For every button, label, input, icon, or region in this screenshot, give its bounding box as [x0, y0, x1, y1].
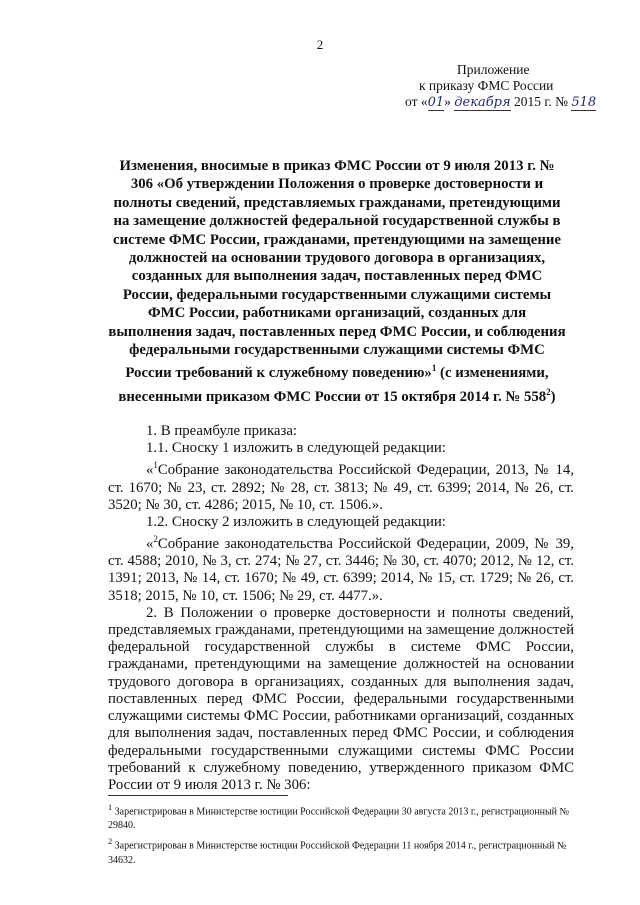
footnote-1-text: Собрание законодательства Российской Федерации, 2013, № 14, ст. 1670; № 23, ст. 2892; № 28, ст. 3813; № 49, ст. 6399; 2014, № 26, ст. 3520; № 30, ст. 4286; 2015, № 10, ст. 1506.».	[108, 462, 574, 513]
handwritten-day: 01	[427, 95, 445, 110]
title-footnote-ref-1: 1	[431, 363, 437, 374]
document-body	[108, 423, 574, 794]
page-number: 2	[316, 37, 324, 52]
handwritten-order-number: 518	[571, 95, 597, 110]
footnote-2-text: Собрание законодательства Российской Федерации, 2009, № 39, ст. 4588; 2010, № 3, ст. 274; № 27, ст. 3446; № 30, ст. 4070; 2012, № 12, ст. 1391; 2013, № 14, ст. 1670; № 49, ст. 6399; 2014, № 15, ст. 1729; № 26, ст. 3518; 2015, № 10, ст. 1506; № 29, ст. 4477.».	[108, 536, 574, 604]
footnote-2-number: 2	[108, 837, 113, 847]
appendix-line-1: Приложение	[457, 62, 530, 77]
footnote-marker-1: 1	[153, 460, 158, 471]
footnote-1	[108, 801, 574, 833]
footnote-separator	[108, 795, 288, 796]
title-footnote-ref-2: 2	[546, 386, 551, 397]
footnote-2	[108, 835, 574, 867]
paragraph-1-2: 1.2. Сноску 2 изложить в следующей редакции:	[146, 513, 446, 530]
paragraph-footnote-2-text	[108, 531, 574, 605]
footnote-1-body: Зарегистрирован в Министерстве юстиции Российской Федерации 30 августа 2013 г., регистрационный № 29840.	[108, 806, 570, 832]
paragraph-2: 2. В Положении о проверке достоверности и полноты сведений, представляемых гражданами, претендующими на замещение должностей федеральной государственной службы в системе ФМС России, гражданами, претендующими на замещение должностей на основании трудового договора в организациях, созданных для выполнения задач, поставленных перед ФМС России, федеральными государственными служащими системы ФМС России, работниками организаций, созданных для выполнения задач, поставленных перед ФМС России, и соблюдения федеральными государственными служащими системы ФМС России требований к служебному поведению, утвержденного приказом ФМС России от 9 июля 2013 г. № 306:	[108, 604, 574, 793]
handwritten-month: декабря	[454, 95, 511, 110]
appendix-line-2: к приказу ФМС России	[419, 78, 554, 93]
title-close-paren: )	[550, 388, 556, 405]
footnote-marker-2: 2	[153, 534, 158, 545]
title-amendment: (с изменениями, внесенными приказом ФМС России от 15 октября 2014 г. № 558	[118, 365, 549, 405]
paragraph-1: 1. В преамбуле приказа:	[146, 423, 298, 439]
date-year: 2015 г. №	[513, 94, 568, 109]
date-prefix: от «	[405, 94, 428, 109]
appendix-date-line	[405, 94, 635, 111]
footnote-1-number: 1	[108, 803, 113, 812]
footnote-2-body: Зарегистрирован в Министерстве юстиции Российской Федерации 11 ноября 2014 г., регистрационный № 34632.	[108, 840, 567, 866]
appendix-block	[405, 62, 635, 111]
footnotes	[108, 801, 574, 870]
quote-open: «	[146, 536, 154, 553]
document-title	[108, 157, 566, 406]
paragraph-1-1: 1.1. Сноску 1 изложить в следующей редакции:	[146, 440, 446, 457]
paragraph-footnote-1-text	[108, 457, 574, 514]
title-main: Изменения, вносимые в приказ ФМС России от 9 июля 2013 г. № 306 «Об утверждении Положения о проверке достоверности и полноты сведений, представляемых гражданами, претендующими на замещение должностей федеральной государственной службы в системе ФМС России, гражданами, претендующими на замещение должностей на основании трудового договора в организациях, созданных для выполнения задач, поставленных перед ФМС России, федеральными государственными служащими системы ФМС России, работниками организаций, созданных для выполнения задач, поставленных перед ФМС России, и соблюдения федеральными государственными служащими системы ФМС России требований к служебному поведению»	[108, 158, 566, 382]
quote-open: «	[146, 462, 154, 479]
date-quote-close: »	[444, 94, 451, 109]
